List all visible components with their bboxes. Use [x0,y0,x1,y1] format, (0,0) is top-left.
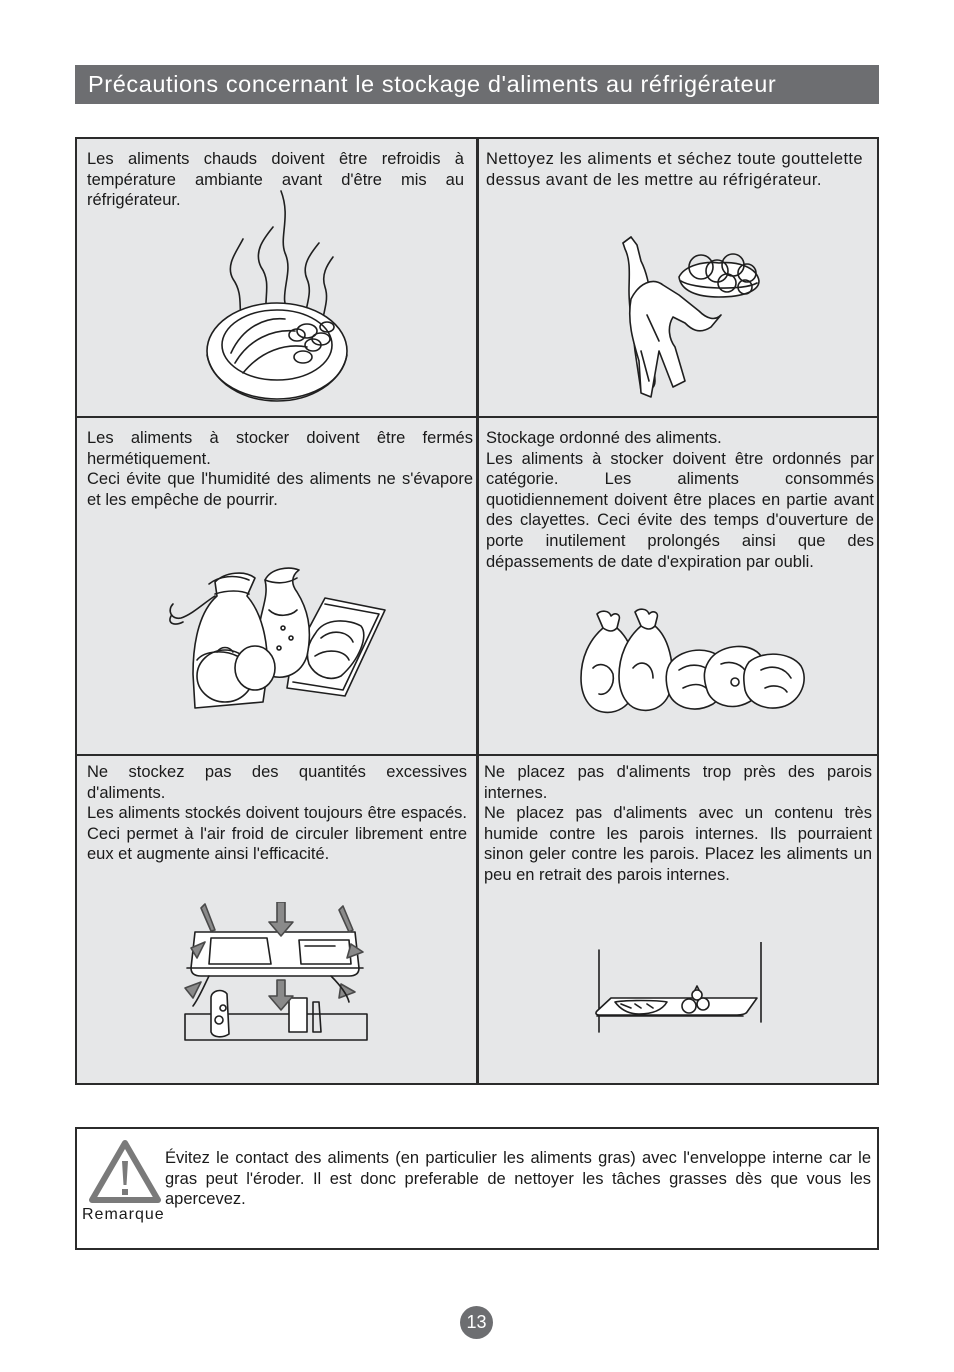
remark-text: Évitez le contact des aliments (en particulier les aliments gras) avec l'enveloppe interne car le gras peut l'éroder. Il est donc preferable de nettoyer les tâches grasses dès que vous les apercevez. [165,1149,871,1209]
precaution-cell-sealed-food [77,418,476,754]
precaution-cell-spacing [77,756,476,1083]
section-title-bar [75,65,879,104]
shelf-away-from-walls-icon [591,942,771,1042]
air-circulation-shelves-icon [181,902,371,1048]
precaution-text: Ne placez pas d'aliments trop près des parois internes. Ne placez pas d'aliments avec un contenu très humide contre les parois internes. Ils pourraient sinon geler contre les parois. Placez les aliments un peu en retrait des parois internes. [484,763,872,884]
page-number: 13 [466,1312,487,1332]
steaming-food-bowl-icon [203,187,348,412]
remark-label: Remarque [82,1206,165,1223]
precaution-text: Nettoyez les aliments et séchez toute gouttelette dessus avant de les mettre au réfrigérateur. [486,150,863,189]
page-title: Précautions concernant le stockage d'aliments au réfrigérateur [88,71,777,97]
sealed-food-bags-icon [165,564,390,712]
precaution-cell-walls [479,756,877,1083]
precaution-text: Les aliments à stocker doivent être fermés hermétiquement. Ceci évite que l'humidité des aliments ne s'évapore et les empêche de pourrir. [87,429,473,509]
page-number-badge [460,1306,493,1339]
precaution-text: Les aliments chauds doivent être refroidis à température ambiante avant d'être mis au réfrigérateur. [87,150,464,210]
precaution-cell-hot-food [77,139,476,416]
bottle-and-fruit-bowl-icon [619,231,769,406]
precaution-cell-ordered-storage [479,418,877,754]
precautions-grid [75,137,879,1085]
precaution-text: Stockage ordonné des aliments. Les aliments à stocker doivent être ordonnés par catégorie. Les aliments consommés quotidiennement doivent être places en partie avant des clayettes. Ceci évite des temps d'ouverture de porte inutilement prolongés ainsi que des dépassements de date d'expiration par oubli. [486,429,874,571]
meat-and-drumsticks-icon [579,608,809,718]
remark-box [75,1127,879,1250]
precaution-cell-dry-food [479,139,877,416]
warning-triangle-icon [89,1139,161,1203]
precaution-text: Ne stockez pas des quantités excessives d'aliments. Les aliments stockés doivent toujours être espacés. Ceci permet à l'air froid de circuler librement entre eux et augmente ainsi l'efficacité. [87,763,467,864]
